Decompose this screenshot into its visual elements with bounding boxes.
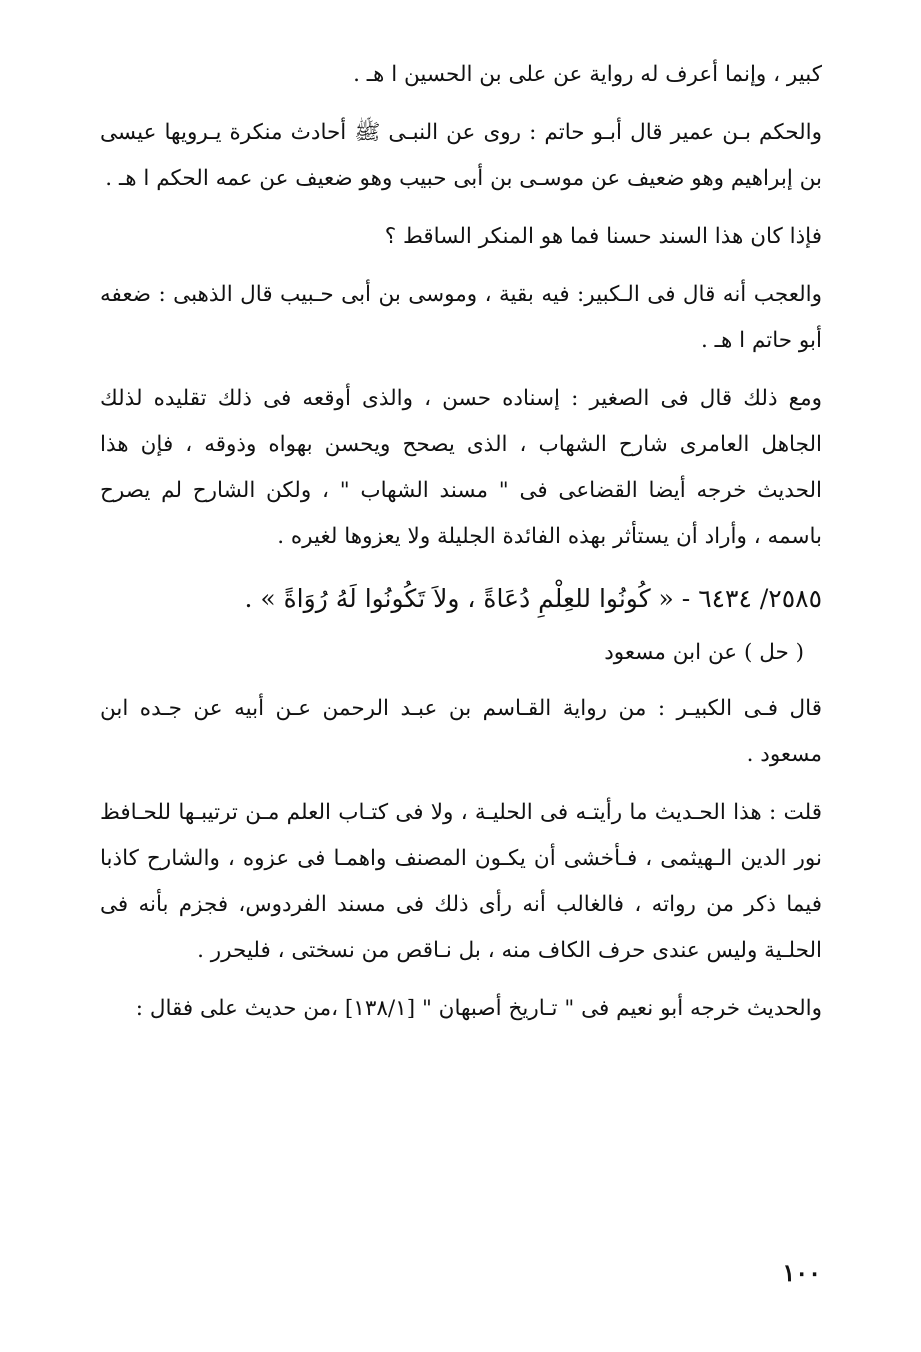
paragraph-2: والحكم بـن عمير قال أبـو حاتم : روى عن النبـى ﷺ أحادث منكرة يـرويها عيسى بن إبراهيم وهو ضعيف عن موسـى بن أبى حبيب وهو ضعيف عن عمه الحكم ا هـ . <box>100 120 822 191</box>
paragraph-7: قلت : هذا الحـديث ما رأيتـه فى الحليـة ، ولا فى كتـاب العلم مـن ترتيبـها للحـافظ نور الدين الـهيثمى ، فـأخشى أن يكـون المصنف واهمـا فى عزوه ، والشارح كاذبا فيما ذكر من رواته ، فالغالب أنه رأى ذلك فى مسند الفردوس، فجزم بأنه فى الحلـية وليس عندى حرف الكاف منه ، بل نـاقص من نسختى ، فليحرر . <box>100 800 822 963</box>
page-number: ١٠٠ <box>782 1258 821 1287</box>
paragraph-6: قال فـى الكبيـر : من رواية القـاسم بن عبـد الرحمن عـن أبيه عن جـده ابن مسعود . <box>100 696 822 767</box>
paragraph-8: والحديث خرجه أبو نعيم فى " تـاريخ أصبهان " [١٣٨/١] ،من حديث على فقال : <box>135 996 822 1021</box>
paragraph-3: فإذا كان هذا السند حسنا فما هو المنكر الساقط ؟ <box>384 224 822 249</box>
paragraph-5: ومع ذلك قال فى الصغير : إسناده حسن ، والذى أوقعه فى ذلك تقليده لذلك الجاهل العامرى شارح الشهاب ، الذى يصحح ويحسن بهواه وذوقه ، فإن هذا الحديث خرجه أيضا القضاعى فى " مسند الشهاب " ، ولكن الشارح لم يصرح باسمه ، وأراد أن يستأثر بهذه الفائدة الجليلة ولا يعزوها لغيره . <box>100 386 822 549</box>
paragraph-1: كبير ، وإنما أعرف له رواية عن على بن الحسين ا هـ . <box>353 62 822 87</box>
page-body <box>100 52 822 1044</box>
hadith-heading: ٢٥٨٥/ ٦٤٣٤ - « كُونُوا للعِلْمِ دُعَاةً ، ولاَ تَكُونُوا لَهُ رُوَاةً » . <box>244 584 822 613</box>
paragraph-4: والعجب أنه قال فى الـكبير: فيه بقية ، وموسى بن أبى حـبيب قال الذهبى : ضعفه أبو حاتم ا هـ . <box>100 282 822 353</box>
hadith-source: ( حل ) عن ابن مسعود <box>604 640 804 665</box>
